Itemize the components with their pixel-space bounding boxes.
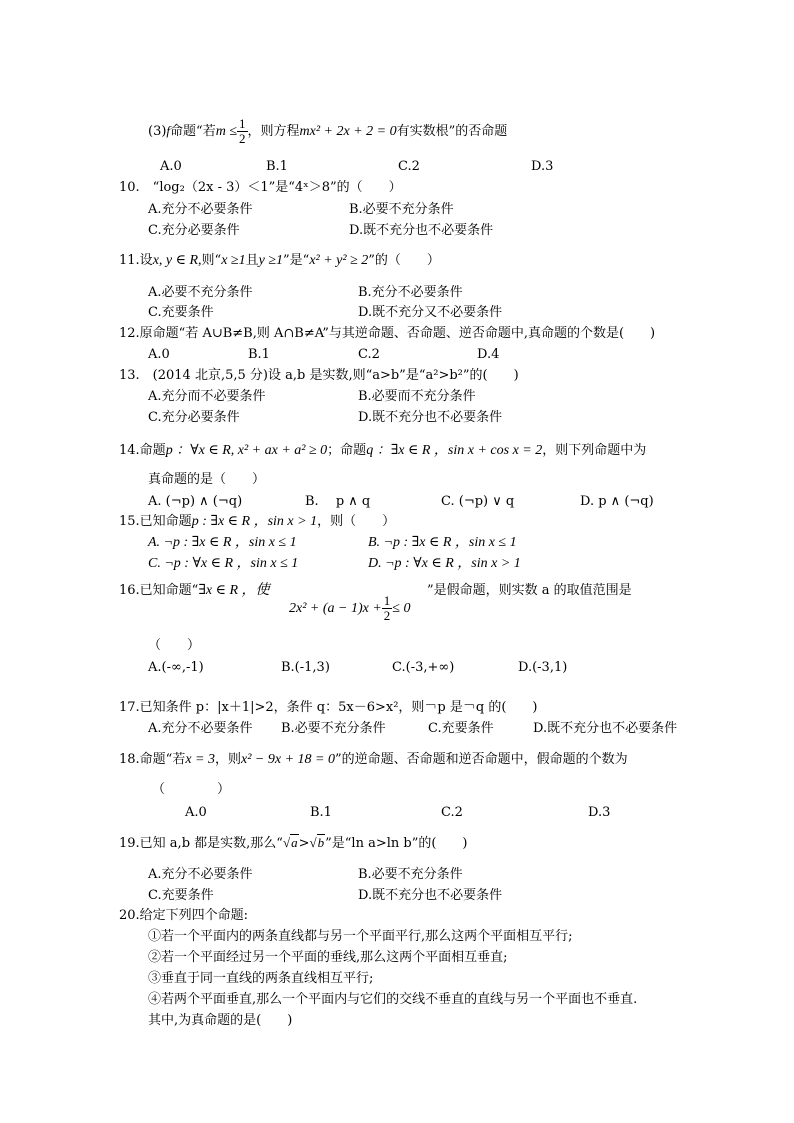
- q14-option-d: D. p ∧ (¬q): [580, 494, 654, 509]
- q14-stem-qexpr: ∃x ∈ R ，: [390, 443, 448, 458]
- q19-option-b: B.必要不充分条件: [358, 867, 463, 882]
- q18-option-d: D.3: [588, 805, 611, 820]
- q10-stem: 10. “log₂（2x - 3）＜1”是“4ˣ＞8”的（ ）: [119, 180, 402, 195]
- q17-option-a: A.充分不必要条件: [148, 721, 253, 736]
- q11-stem-vars: x, y ∈ R,: [152, 253, 202, 268]
- q19-option-d: D.既不充分也不必要条件: [358, 888, 503, 903]
- q15-option-b: B. ¬p : ∃x ∈ R ，sin x ≤ 1: [368, 535, 517, 550]
- q9-option-b: B.1: [266, 159, 288, 174]
- q15-stem: [119, 513, 395, 531]
- q9-option-d: D.3: [531, 159, 554, 174]
- q20-footer: 其中,为真命题的是( ): [148, 1013, 293, 1028]
- q10-option-d: D.既不充分也不必要条件: [349, 223, 494, 238]
- q19-stem: [119, 834, 468, 853]
- q13-option-d: D.既不充分也不必要条件: [358, 410, 503, 425]
- q11-stem-cond1: x ≥1: [221, 253, 246, 268]
- q11-option-c: C.充要条件: [148, 305, 214, 320]
- q17-option-d: D.既不充分也不必要条件: [533, 721, 678, 736]
- q14-stem-qexpr2: sin x + cos x = 2: [447, 443, 543, 458]
- q14-stem: [119, 442, 646, 460]
- q18-option-b: B.1: [310, 805, 332, 820]
- q16-option-a: A.(-∞,-1): [148, 660, 204, 675]
- q13-option-a: A.充分而不必要条件: [148, 389, 266, 404]
- q15-stem-expr: p : ∃x ∈ R ，sin x > 1: [191, 514, 318, 529]
- q15-option-c: C. ¬p : ∀x ∈ R ，sin x ≤ 1: [148, 556, 299, 571]
- q10-option-c: C.充分必要条件: [148, 223, 240, 238]
- q9-part3-prefix: (3): [148, 124, 167, 139]
- q11-stem-a: 11.设: [119, 253, 153, 268]
- q15-stem-b: ，则（ ）: [317, 514, 396, 529]
- q16-option-b: B.(-1,3): [281, 660, 330, 675]
- q20-stem: 20.给定下列四个命题:: [119, 908, 249, 923]
- q19-sqrt-a: √a: [282, 835, 298, 850]
- q9-part3-text-c: 有实数根”的否命题: [396, 124, 508, 139]
- q11-option-a: A.必要不充分条件: [148, 285, 253, 300]
- q12-option-d: D.4: [477, 347, 500, 362]
- q11-stem: [119, 252, 440, 270]
- q19-stem-gt: >: [298, 836, 310, 851]
- q18-stem-cond: x = 3: [185, 752, 215, 767]
- q14-stem-q: q ：: [366, 443, 391, 458]
- q16-stem-expr1: ∃x ∈ R ，使: [198, 583, 270, 598]
- q18-stem-b: ，则: [215, 752, 242, 767]
- q11-stem-e: ”的（ ）: [368, 253, 440, 268]
- q11-option-d: D.既不充分又不必要条件: [358, 305, 503, 320]
- q14-stem-c: ，则下列命题中为: [542, 443, 647, 458]
- q16-option-d: D.(-3,1): [518, 660, 568, 675]
- q9-option-a: A.0: [160, 159, 182, 174]
- q15-option-d: D. ¬p : ∀x ∈ R ，sin x > 1: [368, 556, 521, 571]
- q20-item-4: ④若两个平面垂直,那么一个平面内与它们的交线不垂直的直线与另一个平面也不垂直.: [148, 992, 638, 1007]
- q11-option-b: B.充分不必要条件: [358, 285, 463, 300]
- q17-option-c: C.充要条件: [428, 721, 494, 736]
- q9-part3-text-b: ，则方程: [247, 124, 300, 139]
- q19-sqrt-b: √b: [309, 835, 325, 850]
- q16-option-c: C.(-3,+∞): [392, 660, 455, 675]
- q11-stem-cond2: y ≥1: [258, 253, 284, 268]
- q9-part3-fraction: $\frac{1}{2}$: [239, 116, 246, 146]
- q17-option-b: B.必要不充分条件: [281, 721, 386, 736]
- q12-option-a: A.0: [148, 347, 170, 362]
- q18-option-c: C.2: [441, 805, 463, 820]
- q9-part3-condition: m ≤: [215, 124, 237, 139]
- q14-option-a: A. (¬p) ∧ (¬q): [148, 494, 243, 509]
- q18-stem-eq: x² − 9x + 18 = 0: [241, 752, 335, 767]
- q20-item-2: ②若一个平面经过另一个平面的垂线,那么这两个平面相互垂直;: [148, 950, 508, 965]
- q11-stem-d: ”是“: [283, 253, 310, 268]
- q12-stem: 12.原命题“若 A∪B≠B,则 A∩B≠A”与其逆命题、否命题、逆否命题中,真命题的个数是( ): [119, 326, 656, 341]
- q14-stem-line2: 真命题的是（ ）: [148, 472, 266, 487]
- q14-option-c: C. (¬p) ∨ q: [441, 494, 515, 509]
- q16-inequality-rhs: ≤ 0: [392, 601, 411, 616]
- q20-item-3: ③垂直于同一直线的两条直线相互平行;: [148, 971, 374, 986]
- q15-stem-a: 15.已知命题: [119, 514, 192, 529]
- q19-stem-a: 19.已知 a,b 都是实数,那么“: [119, 836, 283, 851]
- q16-inequality-lhs: 2x² + (a − 1)x +: [289, 601, 382, 616]
- q19-option-a: A.充分不必要条件: [148, 867, 253, 882]
- q18-option-a: A.0: [185, 805, 207, 820]
- q14-option-b: B. p ∧ q: [305, 494, 371, 509]
- q14-stem-b: ；命题: [327, 443, 367, 458]
- q10-option-a: A.充分不必要条件: [148, 202, 253, 217]
- q18-paren: （ ）: [152, 782, 231, 797]
- q16-inequality: [289, 594, 410, 623]
- q16-stem-b: ”是假命题，则实数 a 的取值范围是: [427, 583, 632, 598]
- q10-option-b: B.必要不充分条件: [349, 202, 454, 217]
- q11-stem-b: 则“: [201, 253, 222, 268]
- q19-option-c: C.充要条件: [148, 888, 214, 903]
- q20-item-1: ①若一个平面内的两条直线都与另一个平面平行,那么这两个平面相互平行;: [148, 929, 573, 944]
- q16-fraction: $\frac{1}{2}$: [383, 593, 391, 623]
- q9-part3: (3)f命题“若m ≤ $\frac{1}{2}$ ，则方程mx² + 2x + 2 = 0有实数根”的否命题: [148, 116, 508, 146]
- q11-stem-c: 且: [245, 253, 259, 268]
- q12-option-b: B.1: [248, 347, 270, 362]
- q9-part3-equation: mx² + 2x + 2 = 0: [299, 124, 397, 139]
- q17-stem: 17.已知条件 p：|x＋1|>2，条件 q：5x－6>x²，则￢p 是￢q 的( ): [119, 700, 538, 715]
- q13-option-c: C.充分必要条件: [148, 410, 240, 425]
- q18-stem-a: 18.命题“若: [119, 752, 186, 767]
- q16-stem-a: 16.已知命题“: [119, 583, 199, 598]
- q18-stem-c: ”的逆命题、否命题和逆否命题中，假命题的个数为: [334, 752, 628, 767]
- q9-option-c: C.2: [398, 159, 420, 174]
- q9-part3-text-a: 命题“若: [170, 124, 216, 139]
- q14-stem-a: 14.命题: [119, 443, 166, 458]
- q16-paren: （ ）: [148, 638, 201, 653]
- q19-stem-b: ”是“ln a>ln b”的( ): [325, 836, 468, 851]
- q14-stem-pexpr: ∀x ∈ R, x² + ax + a² ≥ 0: [190, 443, 328, 458]
- q13-stem: 13. (2014 北京,5,5 分)设 a,b 是实数,则“a>b”是“a²>b²”的( ): [119, 368, 519, 383]
- q18-stem: [119, 751, 628, 769]
- q14-stem-p: p ：: [165, 443, 191, 458]
- q13-option-b: B.必要而不充分条件: [358, 389, 476, 404]
- q12-option-c: C.2: [358, 347, 380, 362]
- q16-stem: [119, 582, 270, 600]
- q15-option-a: A. ¬p : ∃x ∈ R ，sin x ≤ 1: [148, 535, 297, 550]
- q11-stem-cond3: x² + y² ≥ 2: [309, 253, 369, 268]
